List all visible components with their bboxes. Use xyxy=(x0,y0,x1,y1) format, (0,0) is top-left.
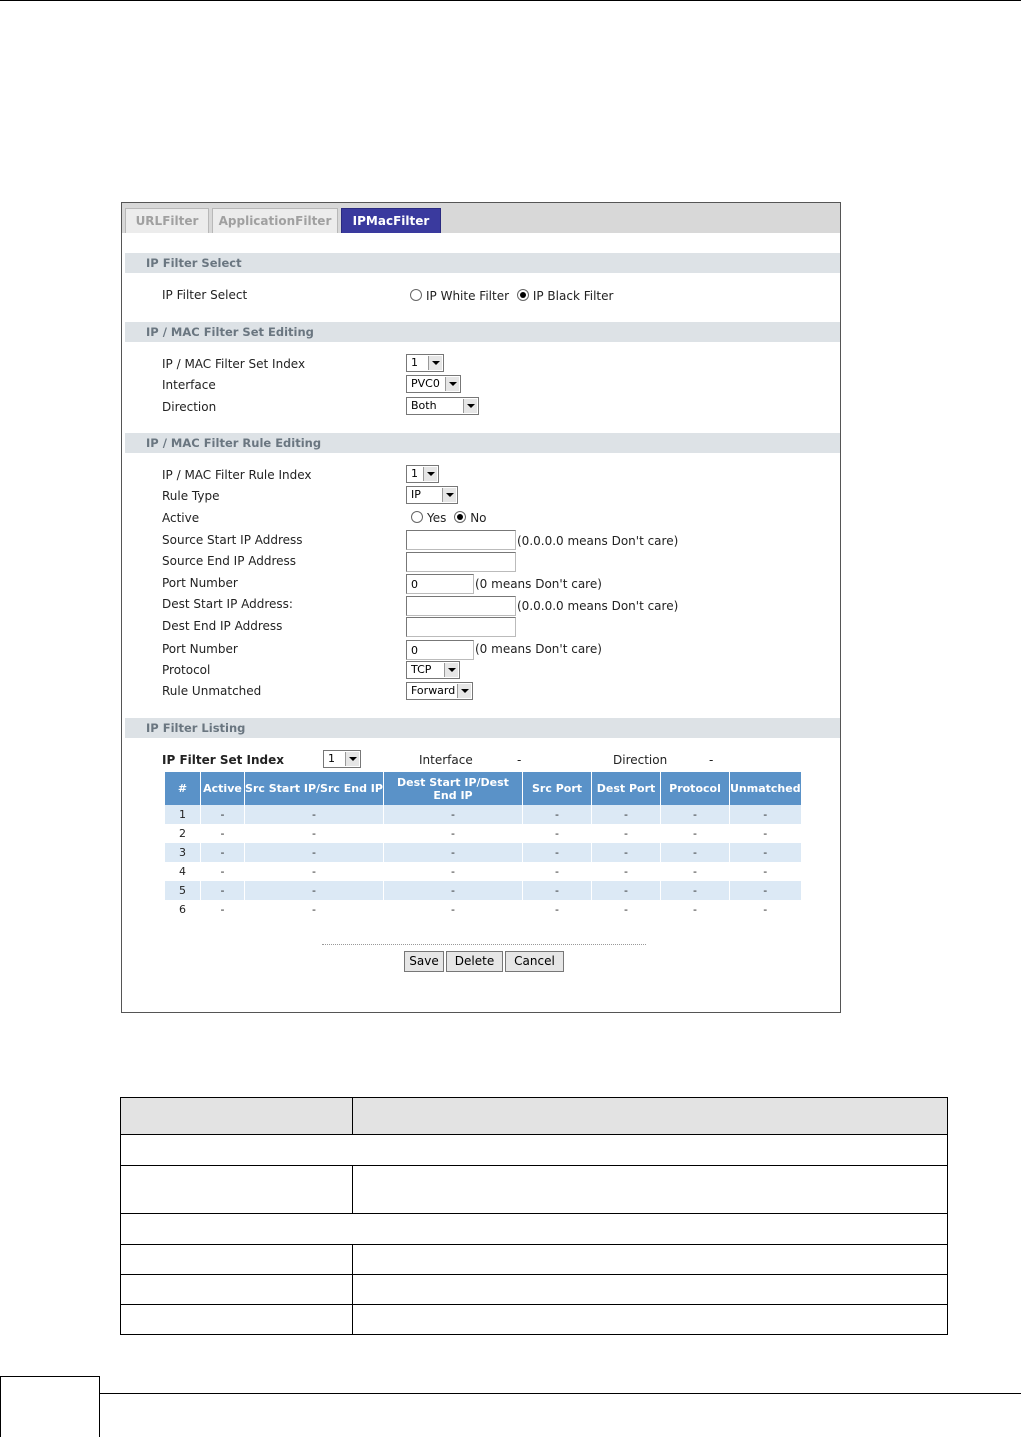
table-row xyxy=(165,881,801,900)
ip-white-filter-label: IP White Filter xyxy=(426,289,510,303)
ipmac-filter-screen xyxy=(121,202,841,1013)
table-cell: 3 xyxy=(165,843,200,862)
table-cell: - xyxy=(661,805,729,824)
button-divider xyxy=(322,944,646,945)
table-cell: - xyxy=(245,862,383,881)
table-cell: - xyxy=(201,805,244,824)
col-header-src-ip: Src Start IP/Src End IP xyxy=(245,772,383,805)
table-cell: 2 xyxy=(165,824,200,843)
table-cell xyxy=(121,1135,948,1166)
table-row xyxy=(121,1305,948,1335)
description-table xyxy=(120,1097,948,1335)
chevron-down-icon xyxy=(463,399,477,413)
delete-button[interactable]: Delete xyxy=(446,951,503,972)
table-cell: - xyxy=(245,824,383,843)
active-radios xyxy=(411,511,487,525)
table-row xyxy=(121,1214,948,1245)
col-header-dest-port: Dest Port xyxy=(592,772,660,805)
table-cell: - xyxy=(730,862,801,881)
src-start-ip-label: Source Start IP Address xyxy=(162,533,303,547)
table-cell: - xyxy=(661,900,729,919)
page-header-rule xyxy=(0,0,1021,1)
table-row xyxy=(165,805,801,824)
save-button[interactable]: Save xyxy=(404,951,444,972)
dst-port-hint: (0 means Don't care) xyxy=(475,642,602,656)
src-end-ip-input[interactable] xyxy=(406,552,516,572)
table-cell: - xyxy=(592,881,660,900)
table-cell: - xyxy=(523,862,591,881)
set-index-label: IP / MAC Filter Set Index xyxy=(162,357,306,371)
section-ip-filter-select: IP Filter Select xyxy=(125,253,840,273)
listing-direction-value: - xyxy=(709,753,714,767)
rule-unmatched-value: Forward xyxy=(411,684,456,697)
table-cell: - xyxy=(523,824,591,843)
interface-value: PVC0 xyxy=(411,377,440,390)
chevron-down-icon xyxy=(442,488,456,502)
table-cell xyxy=(121,1275,353,1305)
table-cell xyxy=(353,1275,948,1305)
table-cell: - xyxy=(384,843,522,862)
table-cell xyxy=(353,1166,948,1214)
active-yes-label: Yes xyxy=(427,511,447,525)
active-label: Active xyxy=(162,511,200,525)
table-cell: - xyxy=(384,881,522,900)
table-cell: - xyxy=(592,843,660,862)
listing-set-index-value: 1 xyxy=(328,752,335,765)
active-yes-radio[interactable] xyxy=(411,511,423,523)
table-cell: - xyxy=(523,843,591,862)
src-port-hint: (0 means Don't care) xyxy=(475,577,602,591)
src-end-ip-label: Source End IP Address xyxy=(162,554,297,568)
rule-index-value: 1 xyxy=(411,467,418,480)
protocol-label: Protocol xyxy=(162,663,211,677)
page-number-box xyxy=(0,1376,100,1437)
table-cell: - xyxy=(523,805,591,824)
table-cell: - xyxy=(245,900,383,919)
chevron-down-icon xyxy=(423,467,437,481)
ip-filter-select-radios xyxy=(410,289,613,303)
src-start-ip-input[interactable] xyxy=(406,530,516,550)
listing-interface-value: - xyxy=(517,753,522,767)
table-cell: - xyxy=(730,805,801,824)
table-cell: - xyxy=(201,843,244,862)
direction-label: Direction xyxy=(162,400,217,414)
protocol-select[interactable] xyxy=(406,661,460,679)
col-header-protocol: Protocol xyxy=(661,772,729,805)
table-cell: 4 xyxy=(165,862,200,881)
table-cell: - xyxy=(661,881,729,900)
table-cell: 5 xyxy=(165,881,200,900)
table-cell: - xyxy=(245,843,383,862)
table-cell xyxy=(353,1098,948,1135)
table-cell xyxy=(121,1098,353,1135)
table-cell: - xyxy=(592,824,660,843)
cancel-button[interactable]: Cancel xyxy=(505,951,564,972)
active-no-label: No xyxy=(470,511,487,525)
src-port-label: Port Number xyxy=(162,576,238,590)
table-cell: - xyxy=(201,881,244,900)
tab-ipmacfilter[interactable]: IPMacFilter xyxy=(341,208,441,233)
dst-end-ip-input[interactable] xyxy=(406,617,516,637)
section-ip-filter-listing: IP Filter Listing xyxy=(125,718,840,738)
dst-port-label: Port Number xyxy=(162,642,238,656)
table-cell: - xyxy=(592,900,660,919)
table-cell xyxy=(121,1245,353,1275)
rule-index-label: IP / MAC Filter Rule Index xyxy=(162,468,312,482)
table-cell xyxy=(121,1305,353,1335)
table-cell: - xyxy=(201,824,244,843)
table-cell: 1 xyxy=(165,805,200,824)
listing-set-index-select[interactable] xyxy=(323,750,361,768)
table-cell: - xyxy=(592,805,660,824)
table-cell: - xyxy=(661,862,729,881)
table-cell: 6 xyxy=(165,900,200,919)
table-row xyxy=(121,1275,948,1305)
table-cell: - xyxy=(730,900,801,919)
table-cell: - xyxy=(523,900,591,919)
rule-unmatched-select[interactable] xyxy=(406,682,473,700)
ip-white-filter-radio[interactable] xyxy=(410,289,422,301)
tab-urlfilter[interactable]: URLFilter xyxy=(125,208,209,233)
table-cell xyxy=(121,1166,353,1214)
table-cell: - xyxy=(523,881,591,900)
rule-type-select[interactable] xyxy=(406,486,458,504)
table-cell: - xyxy=(245,805,383,824)
interface-select[interactable] xyxy=(406,375,461,393)
table-row xyxy=(121,1245,948,1275)
table-row xyxy=(121,1098,948,1135)
ip-black-filter-radio[interactable] xyxy=(517,289,529,301)
interface-label: Interface xyxy=(162,378,216,392)
col-header-index: # xyxy=(165,772,200,805)
table-row xyxy=(121,1135,948,1166)
ip-filter-select-label: IP Filter Select xyxy=(162,288,248,302)
page-footer-rule xyxy=(100,1393,1021,1394)
rule-type-label: Rule Type xyxy=(162,489,220,503)
dst-port-input[interactable] xyxy=(406,640,474,660)
chevron-down-icon xyxy=(444,663,458,677)
table-body xyxy=(165,805,801,919)
table-cell xyxy=(353,1305,948,1335)
set-index-select[interactable] xyxy=(406,354,444,372)
chevron-down-icon xyxy=(445,377,459,391)
active-no-radio[interactable] xyxy=(454,511,466,523)
rule-index-select[interactable] xyxy=(406,465,439,483)
col-header-dest-ip: Dest Start IP/Dest End IP xyxy=(384,772,522,805)
col-header-src-port: Src Port xyxy=(523,772,591,805)
table-cell: - xyxy=(384,900,522,919)
ip-black-filter-label: IP Black Filter xyxy=(532,289,614,303)
tab-applicationfilter[interactable]: ApplicationFilter xyxy=(212,208,338,233)
table-cell: - xyxy=(201,862,244,881)
table-row xyxy=(165,843,801,862)
ip-filter-listing-table xyxy=(164,772,802,919)
tab-bar xyxy=(122,203,840,233)
table-row xyxy=(121,1166,948,1214)
table-header-row xyxy=(165,772,801,805)
chevron-down-icon xyxy=(457,684,471,698)
table-cell: - xyxy=(592,862,660,881)
rule-type-value: IP xyxy=(411,488,421,501)
protocol-value: TCP xyxy=(411,663,432,676)
table-cell: - xyxy=(384,805,522,824)
listing-interface-label: Interface xyxy=(419,753,473,767)
chevron-down-icon xyxy=(345,752,359,766)
table-cell: - xyxy=(245,881,383,900)
set-index-value: 1 xyxy=(411,356,418,369)
direction-value: Both xyxy=(411,399,437,412)
section-set-editing: IP / MAC Filter Set Editing xyxy=(125,322,840,342)
section-rule-editing: IP / MAC Filter Rule Editing xyxy=(125,433,840,453)
table-cell xyxy=(121,1214,948,1245)
col-header-unmatched: Unmatched xyxy=(730,772,801,805)
table-cell xyxy=(353,1245,948,1275)
listing-set-index-label: IP Filter Set Index xyxy=(162,753,285,767)
table-row xyxy=(165,824,801,843)
dst-end-ip-label: Dest End IP Address xyxy=(162,619,283,633)
table-cell: - xyxy=(730,824,801,843)
table-cell: - xyxy=(730,881,801,900)
table-row xyxy=(165,900,801,919)
table-cell: - xyxy=(661,843,729,862)
table-row xyxy=(165,862,801,881)
table-cell: - xyxy=(384,824,522,843)
table-cell: - xyxy=(730,843,801,862)
dst-start-ip-label: Dest Start IP Address: xyxy=(162,597,293,611)
dst-start-ip-input[interactable] xyxy=(406,596,516,616)
col-header-active: Active xyxy=(201,772,244,805)
listing-direction-label: Direction xyxy=(613,753,668,767)
table-cell: - xyxy=(384,862,522,881)
dst-start-ip-hint: (0.0.0.0 means Don't care) xyxy=(517,599,679,613)
direction-select[interactable] xyxy=(406,397,479,415)
rule-unmatched-label: Rule Unmatched xyxy=(162,684,262,698)
chevron-down-icon xyxy=(428,356,442,370)
src-port-input[interactable] xyxy=(406,574,474,594)
table-cell: - xyxy=(201,900,244,919)
table-cell: - xyxy=(661,824,729,843)
src-start-ip-hint: (0.0.0.0 means Don't care) xyxy=(517,534,679,548)
